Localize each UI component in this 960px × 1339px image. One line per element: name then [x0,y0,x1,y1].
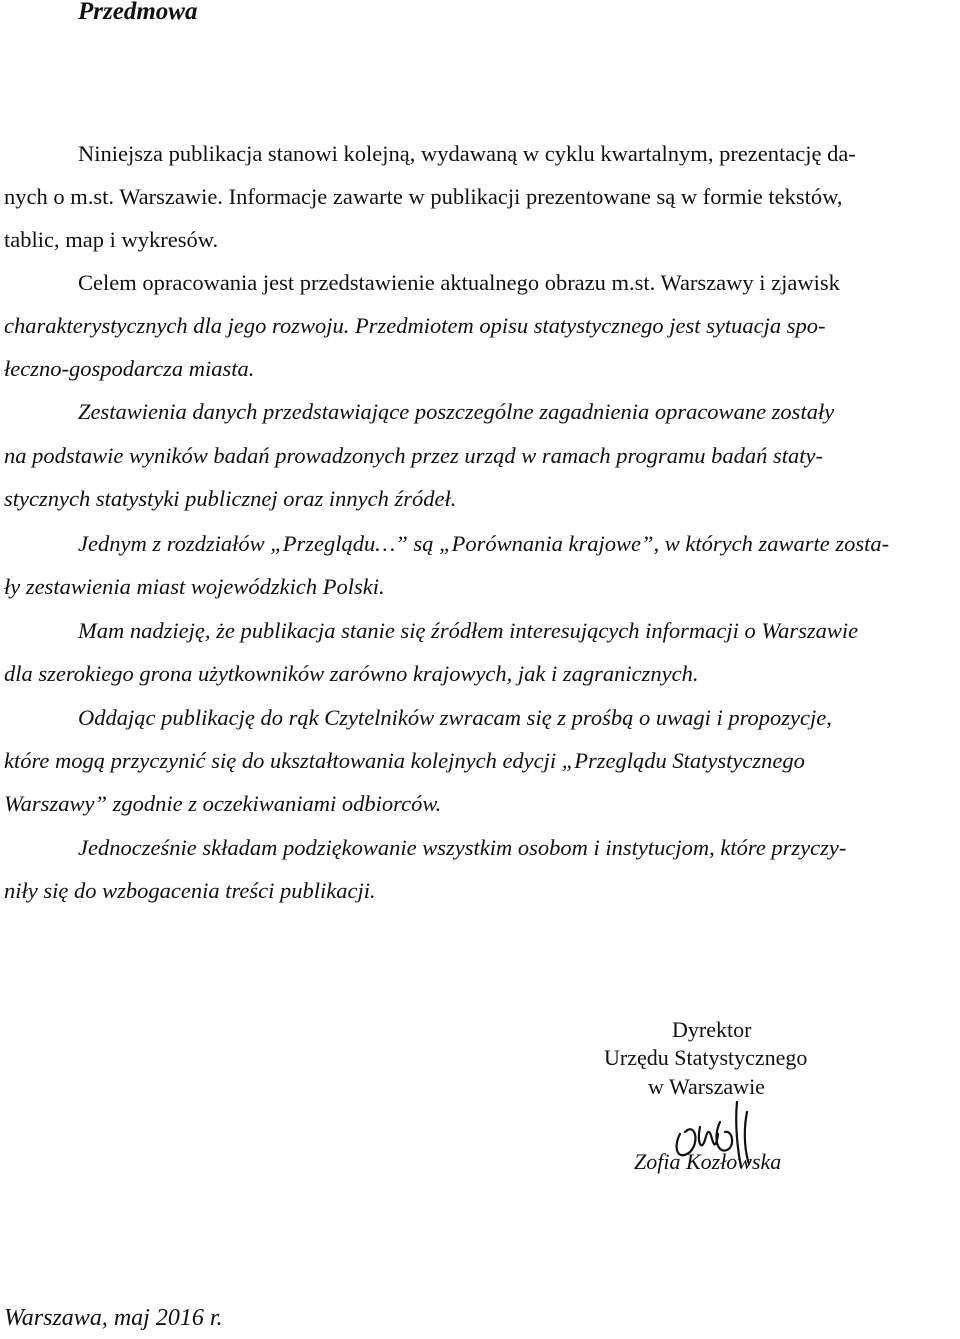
signatory-city: w Warszawie [648,1074,765,1099]
text-line: niły się do wzbogacenia treści publikacji. [4,878,376,903]
text-line: Celem opracowania jest przedstawienie aktualnego obrazu m.st. Warszawy i zjawisk [78,270,840,295]
text-line: ły zestawienia miast wojewódzkich Polski. [4,574,385,599]
text-line: stycznych statystyki publicznej oraz innych źródeł. [4,486,457,511]
signatory-office: Urzędu Statystycznego [604,1045,808,1070]
text-line: które mogą przyczynić się do ukształtowania kolejnych edycji „Przeglądu Statystycznego [4,748,805,773]
text-line: nych o m.st. Warszawie. Informacje zawarte w publikacji prezentowane są w formie tekstów, [4,184,843,209]
text-line: Zestawienia danych przedstawiające poszczególne zagadnienia opracowane zostały [78,399,835,424]
text-line: Niniejsza publikacja stanowi kolejną, wydawaną w cyklu kwartalnym, prezentację da- [78,141,856,166]
text-line: dla szerokiego grona użytkowników zarówno krajowych, jak i zagranicznych. [4,661,699,686]
text-line: Mam nadzieję, że publikacja stanie się źródłem interesujących informacji o Warszawie [78,618,859,643]
page-title: Przedmowa [78,0,198,25]
text-line: Jednym z rozdziałów „Przeglądu…” są „Porównania krajowe”, w których zawarte zosta- [78,531,890,556]
text-line: łeczno-gospodarcza miasta. [4,356,255,381]
text-line: Oddając publikację do rąk Czytelników zwracam się z prośbą o uwagi i propozycje, [78,705,832,730]
place-date: Warszawa, maj 2016 r. [4,1305,223,1331]
text-line: charakterystycznych dla jego rozwoju. Przedmiotem opisu statystycznego jest sytuacja spo- [4,313,826,338]
text-line: Jednocześnie składam podziękowanie wszystkim osobom i instytucjom, które przyczy- [78,835,847,860]
text-line: tablic, map i wykresów. [4,227,219,252]
text-line: Warszawy” zgodnie z oczekiwaniami odbiorców. [4,791,442,816]
text-line: na podstawie wyników badań prowadzonych przez urząd w ramach programu badań staty- [4,443,823,468]
signatory-name: Zofia Kozłowska [634,1149,782,1174]
signatory-role: Dyrektor [672,1017,752,1042]
